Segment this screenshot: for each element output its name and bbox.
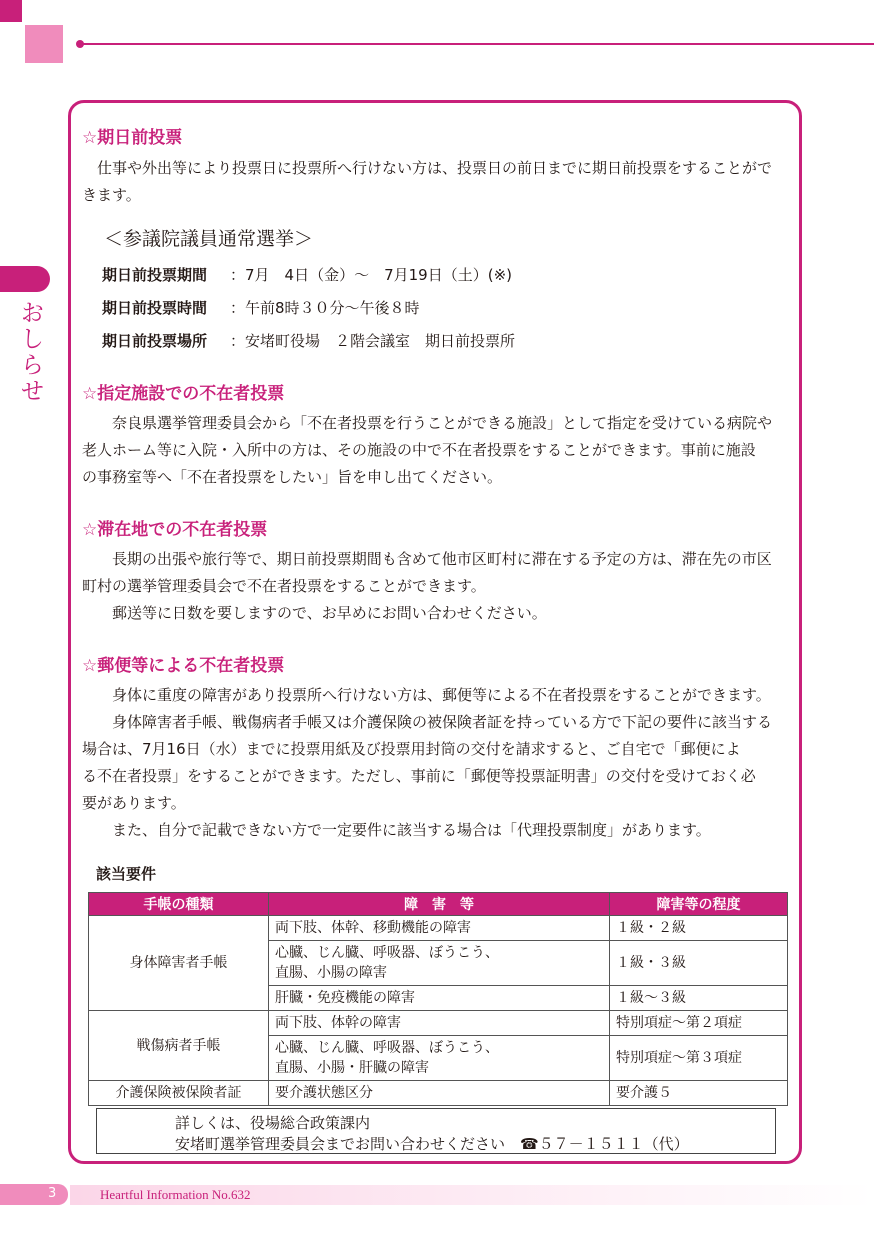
postal-line-5: 要があります。 <box>82 794 186 812</box>
disability-line: 心臓、じん臓、呼吸器、ぼうこう、 <box>275 1040 499 1056</box>
stay-line-2: 町村の選挙管理委員会で不在者投票をすることができます。 <box>82 577 486 595</box>
table-row <box>89 1081 788 1106</box>
place-value: ：安堵町役場 ２階会議室 期日前投票所 <box>230 332 516 350</box>
postal-line-1: 身体に重度の障害があり投票所へ行けない方は、郵便等による不在者投票をすることができます。 <box>112 686 771 704</box>
degree-cell: １級・３級 <box>610 941 788 986</box>
header-rule <box>82 43 874 45</box>
facility-line-3: の事務室等へ「不在者投票をしたい」旨を申し出てください。 <box>82 468 503 486</box>
facility-line-1: 奈良県選挙管理委員会から「不在者投票を行うことができる施設」として指定を受けている病院や <box>112 414 773 432</box>
early-vote-heading: ☆期日前投票 <box>82 128 183 148</box>
stay-line-1: 長期の出張や旅行等で、期日前投票期間も含めて他市区町村に滞在する予定の方は、滞在先の市区 <box>112 550 772 568</box>
side-tab <box>0 266 50 292</box>
disability-cell <box>269 1036 610 1081</box>
degree-cell: １級～３級 <box>610 986 788 1011</box>
requirements-table <box>88 892 788 1106</box>
corner-square-dark <box>0 0 22 22</box>
period-value: ：7月 4日（金）～ 7月19日（土）(※) <box>230 266 512 284</box>
page-number: 3 <box>48 1186 57 1201</box>
header-book-type: 手帳の種類 <box>89 893 269 916</box>
postal-heading: ☆郵便等による不在者投票 <box>82 656 285 676</box>
stay-heading: ☆滞在地での不在者投票 <box>82 520 268 540</box>
type-physical: 身体障害者手帳 <box>89 916 269 1011</box>
degree-cell: 特別項症～第２項症 <box>610 1011 788 1036</box>
corner-square-light <box>25 25 63 63</box>
table-row <box>89 1011 788 1036</box>
postal-line-4: る不在者投票」をすることができます。ただし、事前に「郵便等投票証明書」の交付を受けておく必 <box>82 767 756 785</box>
disability-line: 心臓、じん臓、呼吸器、ぼうこう、 <box>275 945 499 961</box>
requirements-label: 該当要件 <box>96 865 157 883</box>
disability-cell: 両下肢、体幹の障害 <box>269 1011 610 1036</box>
contact-line-1: 詳しくは、役場総合政策課内 <box>175 1114 371 1132</box>
stay-line-3: 郵送等に日数を要しますので、お早めにお問い合わせください。 <box>112 604 547 622</box>
time-key: 期日前投票時間 <box>102 299 208 317</box>
footer-title: Heartful Information No.632 <box>100 1187 251 1202</box>
facility-heading: ☆指定施設での不在者投票 <box>82 384 285 404</box>
header-degree: 障害等の程度 <box>610 893 788 916</box>
type-war-injury: 戦傷病者手帳 <box>89 1011 269 1081</box>
period-row <box>102 264 512 285</box>
election-title: ＜参議院議員通常選挙＞ <box>104 228 314 250</box>
place-key: 期日前投票場所 <box>102 332 208 350</box>
side-label: おしらせ <box>16 300 44 404</box>
postal-line-3: 場合は、7月16日（水）までに投票用紙及び投票用封筒の交付を請求すると、ご自宅で「郵便によ <box>82 740 741 758</box>
header-disability: 障 害 等 <box>269 893 610 916</box>
degree-cell: １級・２級 <box>610 916 788 941</box>
time-row <box>102 297 420 318</box>
table-row <box>89 916 788 941</box>
early-vote-line-2: きます。 <box>82 186 141 204</box>
disability-line: 直腸、小腸の障害 <box>275 965 387 981</box>
facility-line-2: 老人ホーム等に入院・入所中の方は、その施設の中で不在者投票をすることができます。事前に施設 <box>82 441 756 459</box>
early-vote-line-1: 仕事や外出等により投票日に投票所へ行けない方は、投票日の前日までに期日前投票をすることがで <box>97 159 773 177</box>
disability-cell: 要介護状態区分 <box>269 1081 610 1106</box>
footer-page-tab <box>0 1184 68 1205</box>
contact-line-2: 安堵町選挙管理委員会までお問い合わせください ☎５７－１５１１（代） <box>175 1135 689 1153</box>
disability-cell: 両下肢、体幹、移動機能の障害 <box>269 916 610 941</box>
degree-cell: 要介護５ <box>610 1081 788 1106</box>
degree-cell: 特別項症～第３項症 <box>610 1036 788 1081</box>
disability-line: 直腸、小腸・肝臓の障害 <box>275 1060 429 1076</box>
type-care-insurance: 介護保険被保険者証 <box>89 1081 269 1106</box>
postal-line-2: 身体障害者手帳、戦傷病者手帳又は介護保険の被保険者証を持っている方で下記の要件に該当する <box>112 713 773 731</box>
disability-cell: 肝臓・免疫機能の障害 <box>269 986 610 1011</box>
contact-box <box>96 1108 776 1154</box>
place-row <box>102 330 515 351</box>
period-key: 期日前投票期間 <box>102 266 208 284</box>
disability-cell <box>269 941 610 986</box>
time-value: ：午前8時３０分～午後８時 <box>230 299 420 317</box>
postal-line-6: また、自分で記載できない方で一定要件に該当する場合は「代理投票制度」があります。 <box>112 821 711 839</box>
table-header-row <box>89 893 788 916</box>
